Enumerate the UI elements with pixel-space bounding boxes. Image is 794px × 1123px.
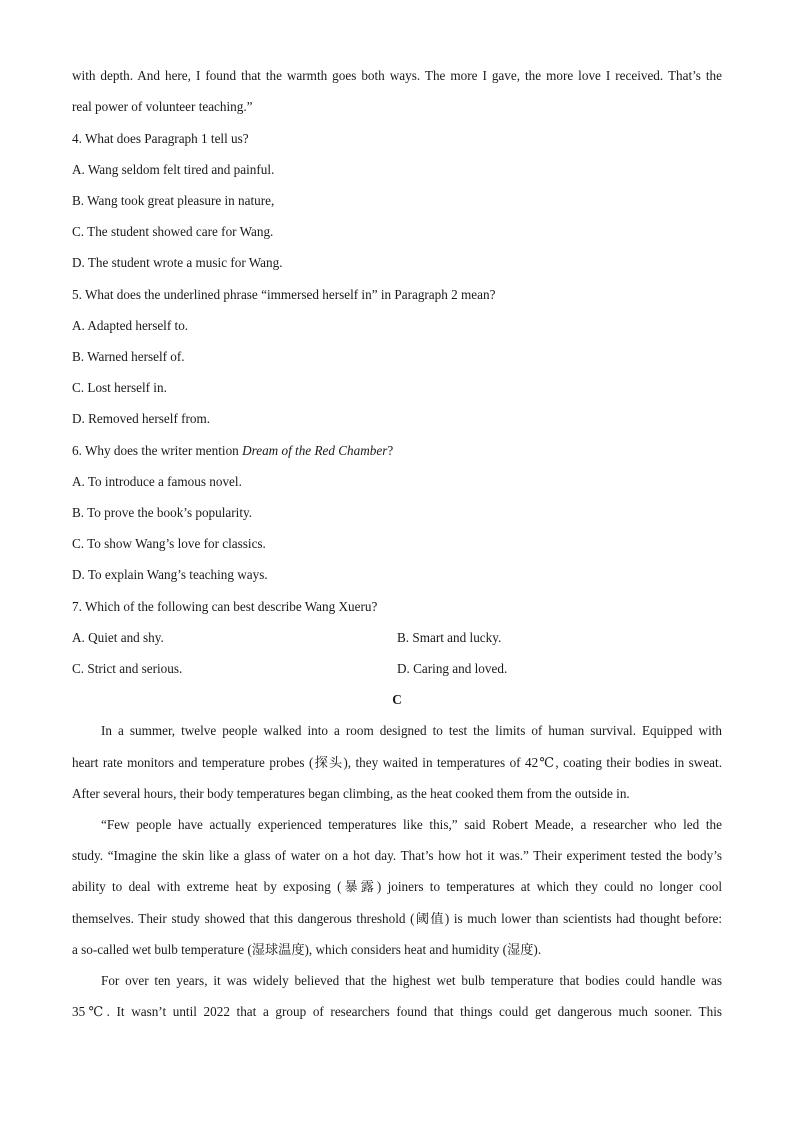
question-6-option-b: B. To prove the book’s popularity. (72, 505, 253, 520)
question-4-option-d: D. The student wrote a music for Wang. (72, 255, 283, 270)
question-7-stem: 7. Which of the following can best describe Wang Xueru? (72, 599, 378, 614)
question-5-option-d: D. Removed herself from. (72, 411, 211, 426)
question-5-option-a: A. Adapted herself to. (72, 318, 189, 333)
paragraph-line: themselves. Their study showed that this dangerous threshold (阈值) is much lower than scientists had thought before: (72, 911, 722, 926)
question-6-stem-text: ? (387, 443, 394, 458)
question-5-stem (72, 287, 495, 303)
paragraph-line: study. “Imagine the skin like a glass of water on a hot day. That’s how hot it was.” Their experiment tested the body’s (72, 848, 722, 863)
paragraph-line: real power of volunteer teaching.” (72, 99, 253, 114)
paragraph-line: After several hours, their body temperatures began climbing, as the heat cooked them from the outside in. (72, 786, 630, 801)
paragraph-line: a so-called wet bulb temperature (湿球温度), which considers heat and humidity (湿度). (72, 942, 542, 957)
question-5-option-c: C. Lost herself in. (72, 380, 167, 395)
question-7-option-b: B. Smart and lucky. (397, 630, 502, 645)
question-6-stem (72, 443, 393, 459)
question-7-option-a: A. Quiet and shy. (72, 630, 164, 645)
paragraph-line: with depth. And here, I found that the warmth goes both ways. The more I gave, the more love I received. That’s the (72, 68, 722, 83)
question-7-option-c: C. Strict and serious. (72, 661, 183, 676)
section-heading: C (392, 692, 402, 707)
question-6-option-d: D. To explain Wang’s teaching ways. (72, 567, 268, 582)
question-6-option-a: A. To introduce a famous novel. (72, 474, 242, 489)
question-4-option-a: A. Wang seldom felt tired and painful. (72, 162, 275, 177)
question-4-option-c: C. The student showed care for Wang. (72, 224, 274, 239)
paragraph-line: For over ten years, it was widely believed that the highest wet bulb temperature that bodies could handle was (101, 973, 722, 988)
paragraph-line: In a summer, twelve people walked into a room designed to test the limits of human survival. Equipped with (101, 723, 722, 738)
question-6-option-c: C. To show Wang’s love for classics. (72, 536, 266, 551)
question-7-option-d: D. Caring and loved. (397, 661, 508, 676)
book-title: Dream of the Red Chamber (242, 443, 388, 458)
paragraph-line: “Few people have actually experienced temperatures like this,” said Robert Meade, a researcher who led the (101, 817, 722, 832)
paragraph-line: ability to deal with extreme heat by exposing (暴露) joiners to temperatures at which they could no longer cool (72, 879, 722, 894)
question-5-stem-text: ” in Paragraph 2 mean? (371, 287, 496, 302)
question-5-stem-text: 5. What does the underlined phrase “ (72, 287, 267, 302)
question-4-option-b: B. Wang took great pleasure in nature, (72, 193, 275, 208)
underlined-phrase: immersed herself in (266, 287, 372, 302)
question-4-stem: 4. What does Paragraph 1 tell us? (72, 131, 249, 146)
paragraph-line: heart rate monitors and temperature probes (探头), they waited in temperatures of 42℃, coating their bodies in sweat. (72, 755, 722, 770)
question-6-stem-text: 6. Why does the writer mention (72, 443, 243, 458)
question-5-option-b: B. Warned herself of. (72, 349, 185, 364)
paragraph-line: 35℃. It wasn’t until 2022 that a group of researchers found that things could get dangerous much sooner. This (72, 1004, 722, 1019)
